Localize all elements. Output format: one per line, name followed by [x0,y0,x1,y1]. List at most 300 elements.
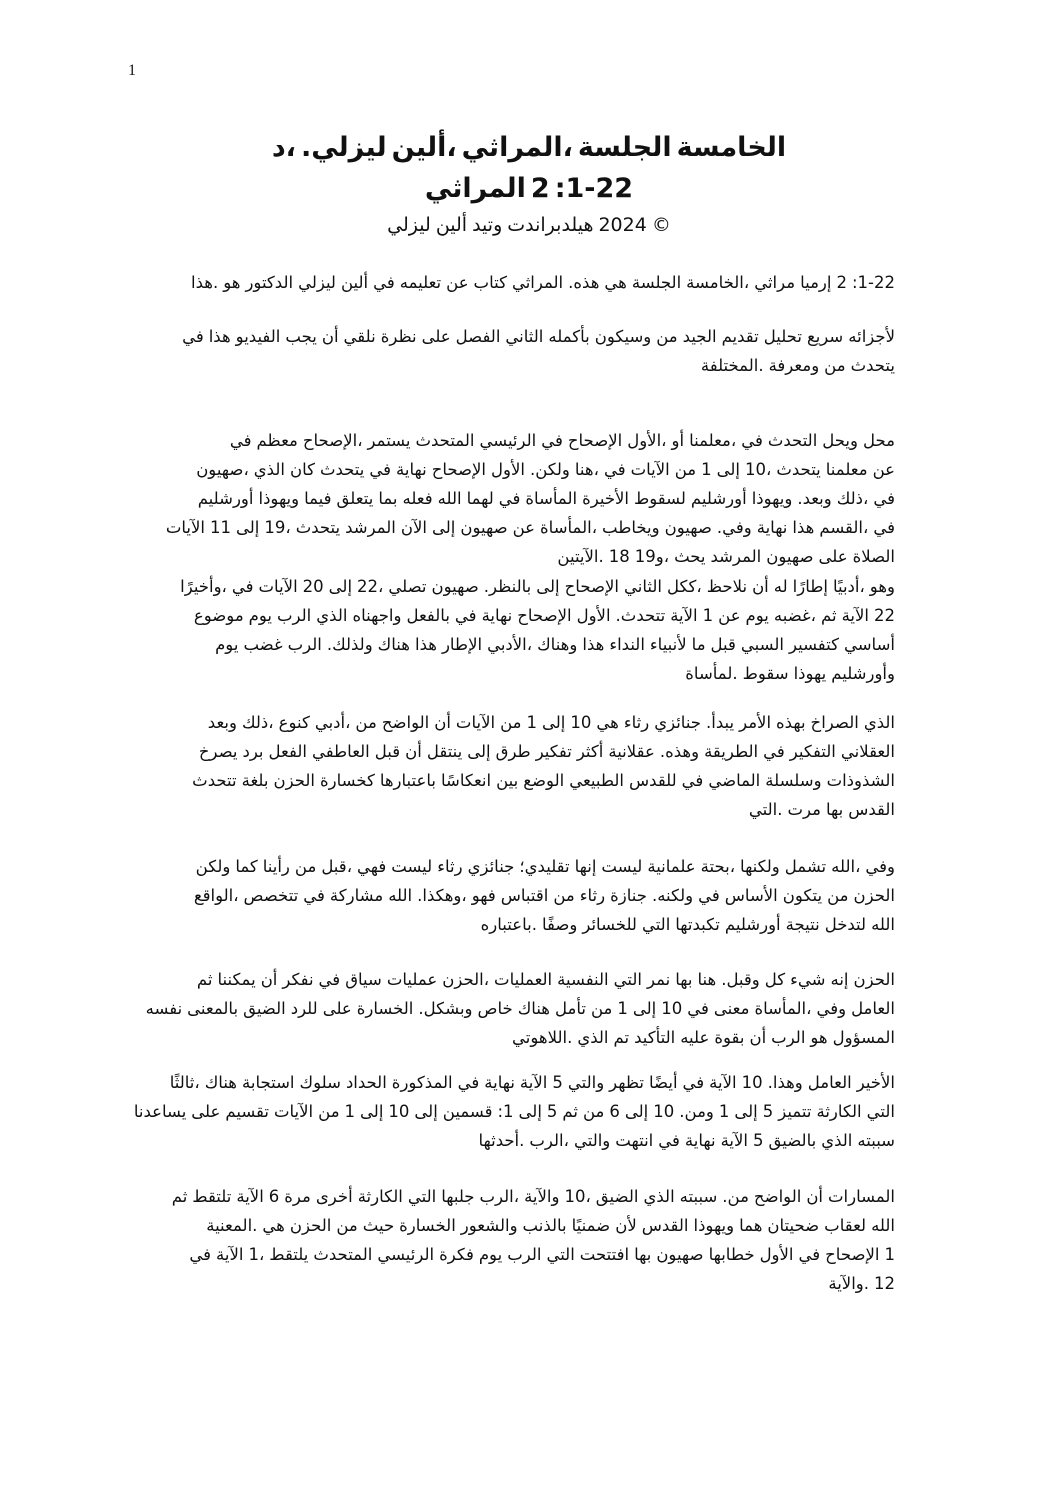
word: الصلاة [852,547,895,566]
word: في [681,771,704,790]
word: في [763,742,785,761]
word: محل [863,431,895,450]
title-line [0,132,1058,163]
word: بما [378,489,398,508]
word: ثم [196,970,213,989]
word: رثاء [579,886,606,905]
word: ولكن [195,857,231,876]
word: الرب [287,635,322,654]
word: المراثي [511,273,564,292]
word: .يبدأ [706,713,735,732]
word: المذكورة [391,1073,453,1092]
word: الآن [400,518,427,537]
word: 2 [530,173,550,204]
word: مرة [284,1187,311,1206]
word: بها [675,970,693,989]
text-line [130,351,895,380]
word: الذي [643,1187,675,1206]
word: الذي [863,713,895,732]
word: معلمنا [825,460,868,479]
word: الواضح [381,713,430,732]
word: بها [826,800,844,819]
word: نهاية [396,460,427,479]
word: من [318,1102,340,1121]
word: تقليدي؛ [519,857,570,876]
word: الأدبي، [487,635,533,654]
word: يجب [285,327,317,346]
word: أحدثها. [478,1131,525,1150]
word: جنائزي [654,713,702,732]
word: .تتحدث [615,606,666,625]
word: الرئيسي [479,431,537,450]
word: موضوع [193,606,244,625]
word: سببته [679,1187,718,1206]
word: ويهوذا [751,489,793,508]
word: علمانية [647,857,696,876]
word: التأكيد [634,1028,676,1047]
word: أيضًا [649,1073,678,1092]
word: بالذنب [522,1216,567,1235]
word: ويخاطب [602,518,660,537]
word: في [658,1131,680,1150]
word: 1، [248,1245,265,1264]
word: الوضع [523,771,565,790]
paragraph [130,708,895,824]
text-line [130,1068,895,1097]
word: الفعل [268,742,307,761]
text-line [130,455,895,484]
word: الرب [771,1028,806,1047]
word: 2 [836,273,847,292]
word: خطابها [708,1245,755,1264]
word: من [674,460,697,479]
word: كان [289,460,315,479]
word: من [656,327,678,346]
word: الخسارة [356,999,414,1018]
word: تظهر [609,1073,645,1092]
word: .هذه [568,273,600,292]
word: من [553,886,575,905]
word: ويهوذا [693,1216,735,1235]
copyright-text [0,214,1058,236]
word: ليزلي [298,273,336,292]
word: التي [613,970,642,989]
word: أن [749,1028,767,1047]
word: شيء [790,970,826,989]
word: غضبه، [773,606,816,625]
word: أخرى [315,1187,353,1206]
word: انتهت [615,1131,654,1150]
word: هنا [697,970,717,989]
word: نظرة [380,327,417,346]
word: 6 [609,1102,620,1121]
word: يتحدث [295,518,341,537]
word: هما [739,1216,763,1235]
word: على [191,1102,221,1121]
word: القدس [848,800,895,819]
word: التي [407,1187,437,1206]
word: تحليل [763,327,802,346]
word: إلى [414,1102,438,1121]
word: تعليمه [399,273,442,292]
word: 1 [344,1102,356,1121]
word: أورشليم [690,489,747,508]
word: التي [866,1102,895,1121]
word: ضحيتان [767,1216,820,1235]
word: الإصحاح [431,460,487,479]
word: وأورشليم [831,664,895,683]
word: فكرة [439,1245,474,1264]
word: طرق [495,742,531,761]
word: صهيون، [196,460,249,479]
word: تفكير [535,742,572,761]
word: 1 [884,1245,895,1264]
text-line [130,910,895,939]
word: بقوة [714,1028,745,1047]
word: المختلفة. [700,356,764,375]
word: مراثي [754,273,796,292]
word: إلى [360,1102,384,1121]
word: على [818,547,848,566]
word: يتحدث [319,460,365,479]
text-line [130,322,895,351]
word: الرب، [479,1187,520,1206]
word: لسقوط [634,489,686,508]
word: 18 [608,547,630,566]
text-line [130,708,895,737]
text-line [130,994,895,1023]
word: الآية [519,1073,548,1092]
word: رأينا [262,857,290,876]
text-line [130,513,895,542]
word: 1 [702,606,714,625]
word: الخسارة [399,1216,456,1235]
word: 1 [526,713,537,732]
word: نلقي [343,327,376,346]
word: العمليات [494,970,553,989]
word: يصرخ [198,742,238,761]
word: في [369,460,392,479]
word: أورشليم [197,489,254,508]
word: القدس [641,1216,689,1235]
word: الدكتور [245,273,294,292]
word: الله [437,489,462,508]
word: الآية [720,1131,748,1150]
word: الآيات [455,713,496,732]
word: 5 [552,1073,563,1092]
word: والشعور [460,1216,518,1235]
word: والتي [573,1131,611,1150]
word: إرميا [800,273,832,292]
word: نهاية [756,518,788,537]
word: هي [604,273,627,292]
word: الآية [216,1245,244,1264]
word: تتميز [778,1102,812,1121]
word: إلى [518,1102,542,1121]
word: نهاية [684,1131,716,1150]
word: ولكنها [740,857,780,876]
word: وبعد [207,713,237,732]
word: من [590,999,613,1018]
word: مشاركة [329,886,384,905]
paragraph [130,572,895,688]
word: كتفسير [789,635,839,654]
word: ثم [171,1187,188,1206]
word: في [189,1245,212,1264]
word: الفصل [455,327,501,346]
word: الثاني [623,577,662,596]
word: ذلك، [836,489,869,508]
word: لأجزائه [848,327,895,346]
paragraph [130,268,895,297]
text-line [130,572,895,601]
word: في [873,518,895,537]
word: يوم [478,1245,503,1264]
word: الرب [277,606,312,625]
word: معلمنا، [689,431,737,450]
word: سلوك [299,1073,341,1092]
word: الأمر [739,713,772,732]
word: .ولذلك [326,635,373,654]
word: أن [405,742,422,761]
word: من [583,1102,605,1121]
word: أكثر [576,742,604,761]
word: .ليزلي [300,132,387,163]
word: وهو [869,577,895,596]
word: في [541,431,563,450]
word: الثاني [505,327,544,346]
word: المراثي، [461,132,573,163]
text-line [130,766,895,795]
text-line [130,1211,895,1240]
word: اقتباس [500,886,549,905]
word: من [294,857,317,876]
word: الآيات [165,518,205,537]
word: هي [262,1216,285,1235]
word: الحزن، [442,970,490,989]
word: عليه [680,1028,710,1047]
word: تقديم [721,327,759,346]
word: المتحدث [415,431,475,450]
word: يتكون [782,886,823,905]
word: للرد [290,999,318,1018]
word: نمر [646,970,671,989]
text-line [130,852,895,881]
word: 10 [570,713,592,732]
word: سريع [806,327,844,346]
text-line [130,601,895,630]
text-line [130,737,895,766]
word: الأول [759,1245,794,1264]
word: عن [872,460,895,479]
word: نتيجة [785,915,820,934]
word: .وبعد [797,489,832,508]
word: © [651,214,671,236]
word: الشذوذات [826,771,895,790]
word: إلى [541,713,566,732]
word: ومعرفة [768,356,820,375]
word: لهما [466,489,494,508]
word: 5 [753,1131,764,1150]
word: العامل [807,1073,852,1092]
word: قبل، [321,857,353,876]
word: عن [512,518,536,537]
word: في [687,999,709,1018]
word: 11 [210,518,231,537]
word: من [355,713,377,732]
word: المأساة [525,489,578,508]
word: في [229,431,252,450]
word: يتعلق [336,489,374,508]
word: كنوع [278,713,310,732]
word: ثم [562,1102,578,1121]
word: والآية [524,1187,560,1206]
paragraph [130,1182,895,1298]
word: ليزلي [387,214,431,236]
word: الحداد [345,1073,387,1092]
text-line [130,268,895,297]
word: العقلاني [840,742,895,761]
paragraph [130,852,895,939]
document-subtitle [0,173,1058,204]
word: وسلسلة [765,771,822,790]
word: من [336,1216,358,1235]
word: والتي [567,1073,605,1092]
text-line [130,965,895,994]
word: أن [260,970,278,989]
word: هذا [208,327,231,346]
word: بها [634,1245,652,1264]
word: إطارًا [792,577,828,596]
word: في [231,577,254,596]
word: الإصحاح [825,1245,880,1264]
word: صهيون [431,577,479,596]
word: يستمر [367,431,411,450]
word: الذي [253,460,285,479]
word: في [603,460,626,479]
word: جلبها [441,1187,475,1206]
word: وتيد [472,214,503,236]
word: يوم [745,606,769,625]
word: في [498,489,521,508]
word: عقلانية [608,742,655,761]
word: النداء [609,635,645,654]
word: المسارات [828,1187,895,1206]
paragraph [130,965,895,1052]
word: قسمين [442,1102,493,1121]
word: تم [613,1028,630,1047]
word: كتاب [473,273,507,292]
word: :1-22 [851,273,895,292]
word: 10 [388,1102,410,1121]
word: السبي [740,635,784,654]
text-line [130,1126,895,1155]
word: جنائزي [467,857,515,876]
word: الضيق [595,1187,639,1206]
word: بهذه [776,713,806,732]
word: 10، [745,460,772,479]
word: مرت [787,800,821,819]
word: الله [871,915,895,934]
word: هنا، [574,460,599,479]
word: رثاء [623,713,650,732]
word: تلتقط [192,1187,232,1206]
word: أساسي [843,635,895,654]
word: يساعدنا [133,1102,187,1121]
word: د، [271,132,296,163]
title-line [0,173,1058,204]
word: يتحدث [850,356,895,375]
word: خاص [477,999,513,1018]
word: الحزن [289,1216,332,1235]
word: هناك [377,635,410,654]
word: الأول [576,606,611,625]
word: ليست [391,857,433,876]
word: التحدث [767,431,818,450]
word: والآية. [828,1274,869,1293]
word: .من [722,1187,749,1206]
word: الرب [507,1245,542,1264]
word: الواضح [753,1187,802,1206]
word: الأساس [724,886,778,905]
word: 10 [661,999,683,1018]
word: .بالنظر [483,577,532,596]
word: للقدس [629,771,677,790]
word: ما [691,635,706,654]
word: صهيون [766,547,814,566]
word: الكارثة [357,1187,403,1206]
word: هو [810,1028,828,1047]
word: الأخير [856,1073,895,1092]
word: يلتقط [269,1245,309,1264]
word: ثالثًا، [169,1073,200,1092]
word: .وقبل [721,970,760,989]
word: المرشد [345,518,396,537]
word: المتحدث [313,1245,373,1264]
text-line [130,881,895,910]
word: يوم [248,606,273,625]
word: العاطفي [311,742,370,761]
word: لأنبياء [649,635,687,654]
word: الصراخ [810,713,859,732]
word: ضمنيًا [571,1216,611,1235]
word: الواقع، [193,886,239,905]
word: الآية [236,1187,264,1206]
word: تتخصص [243,886,299,905]
word: لأن [615,1216,637,1235]
word: الحزن [853,886,895,905]
word: المسؤول [832,1028,895,1047]
word: ينتقل [426,742,463,761]
word: يتحدث [776,460,821,479]
word: 19، [264,518,291,537]
word: المعنية. [206,1216,258,1235]
word: .ولكنه [651,886,694,905]
word: الجيد [682,327,717,346]
word: الكارثة [816,1102,862,1121]
word: الآية [709,1073,737,1092]
word: لتدخل [824,915,867,934]
word: إلى [236,518,260,537]
word: .وهذا [767,1073,803,1092]
word: وسيكون [594,327,652,346]
word: .وبشكل [418,999,473,1018]
word: على [421,327,451,346]
word: فيما [304,489,332,508]
word: بالضيق [768,1131,817,1150]
word: الخامسة، [686,273,750,292]
word: إنها [574,857,597,876]
